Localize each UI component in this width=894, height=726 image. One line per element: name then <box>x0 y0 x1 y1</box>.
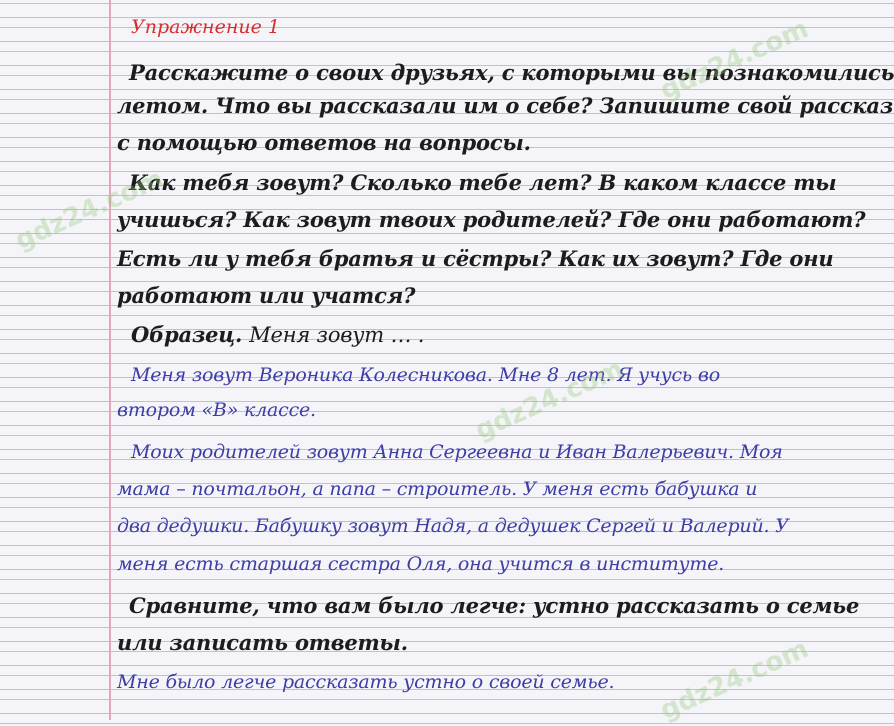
exercise-title: Упражнение 1 <box>131 16 280 38</box>
sample-label: Образец. <box>131 322 243 347</box>
watermark: gdz24.com <box>655 634 814 726</box>
task-line-1: Расскажите о своих друзьях, с которыми вы познакомились <box>129 60 894 85</box>
task2-line-2: или записать ответы. <box>117 630 408 655</box>
task-line-3: с помощью ответов на вопросы. <box>117 130 531 155</box>
sample-line <box>131 324 424 346</box>
task2-line-1: Сравните, что вам было легче: устно рассказать о семье <box>129 593 860 618</box>
answer-line-3: Моих родителей зовут Анна Сергеевна и Иван Валерьевич. Моя <box>131 441 783 463</box>
question-line-1: Как тебя зовут? Сколько тебе лет? В каком классе ты <box>129 170 837 195</box>
answer-line-6: меня есть старшая сестра Оля, она учится в институте. <box>117 553 725 575</box>
answer-line-5: два дедушки. Бабушку зовут Надя, а дедушек Сергей и Валерий. У <box>117 515 789 537</box>
answer-line-4: мама – почтальон, а папа – строитель. У меня есть бабушка и <box>117 478 758 500</box>
watermark: gdz24.com <box>470 354 629 446</box>
task-line-2: летом. Что вы рассказали им о себе? Запишите свой рассказ <box>117 93 894 118</box>
sample-text: Меня зовут … . <box>249 323 425 347</box>
question-line-3: Есть ли у тебя братья и сёстры? Как их зовут? Где они <box>117 246 834 271</box>
answer-line-1: Меня зовут Вероника Колесникова. Мне 8 лет. Я учусь во <box>131 364 720 386</box>
watermark: gdz24.com <box>10 164 169 256</box>
question-line-2: учишься? Как зовут твоих родителей? Где они работают? <box>117 207 866 232</box>
answer-line-2: втором «В» классе. <box>117 399 316 421</box>
watermark: gdz24.com <box>655 14 814 106</box>
question-line-4: работают или учатся? <box>117 283 416 308</box>
answer-line-7: Мне было легче рассказать устно о своей семье. <box>117 671 615 693</box>
